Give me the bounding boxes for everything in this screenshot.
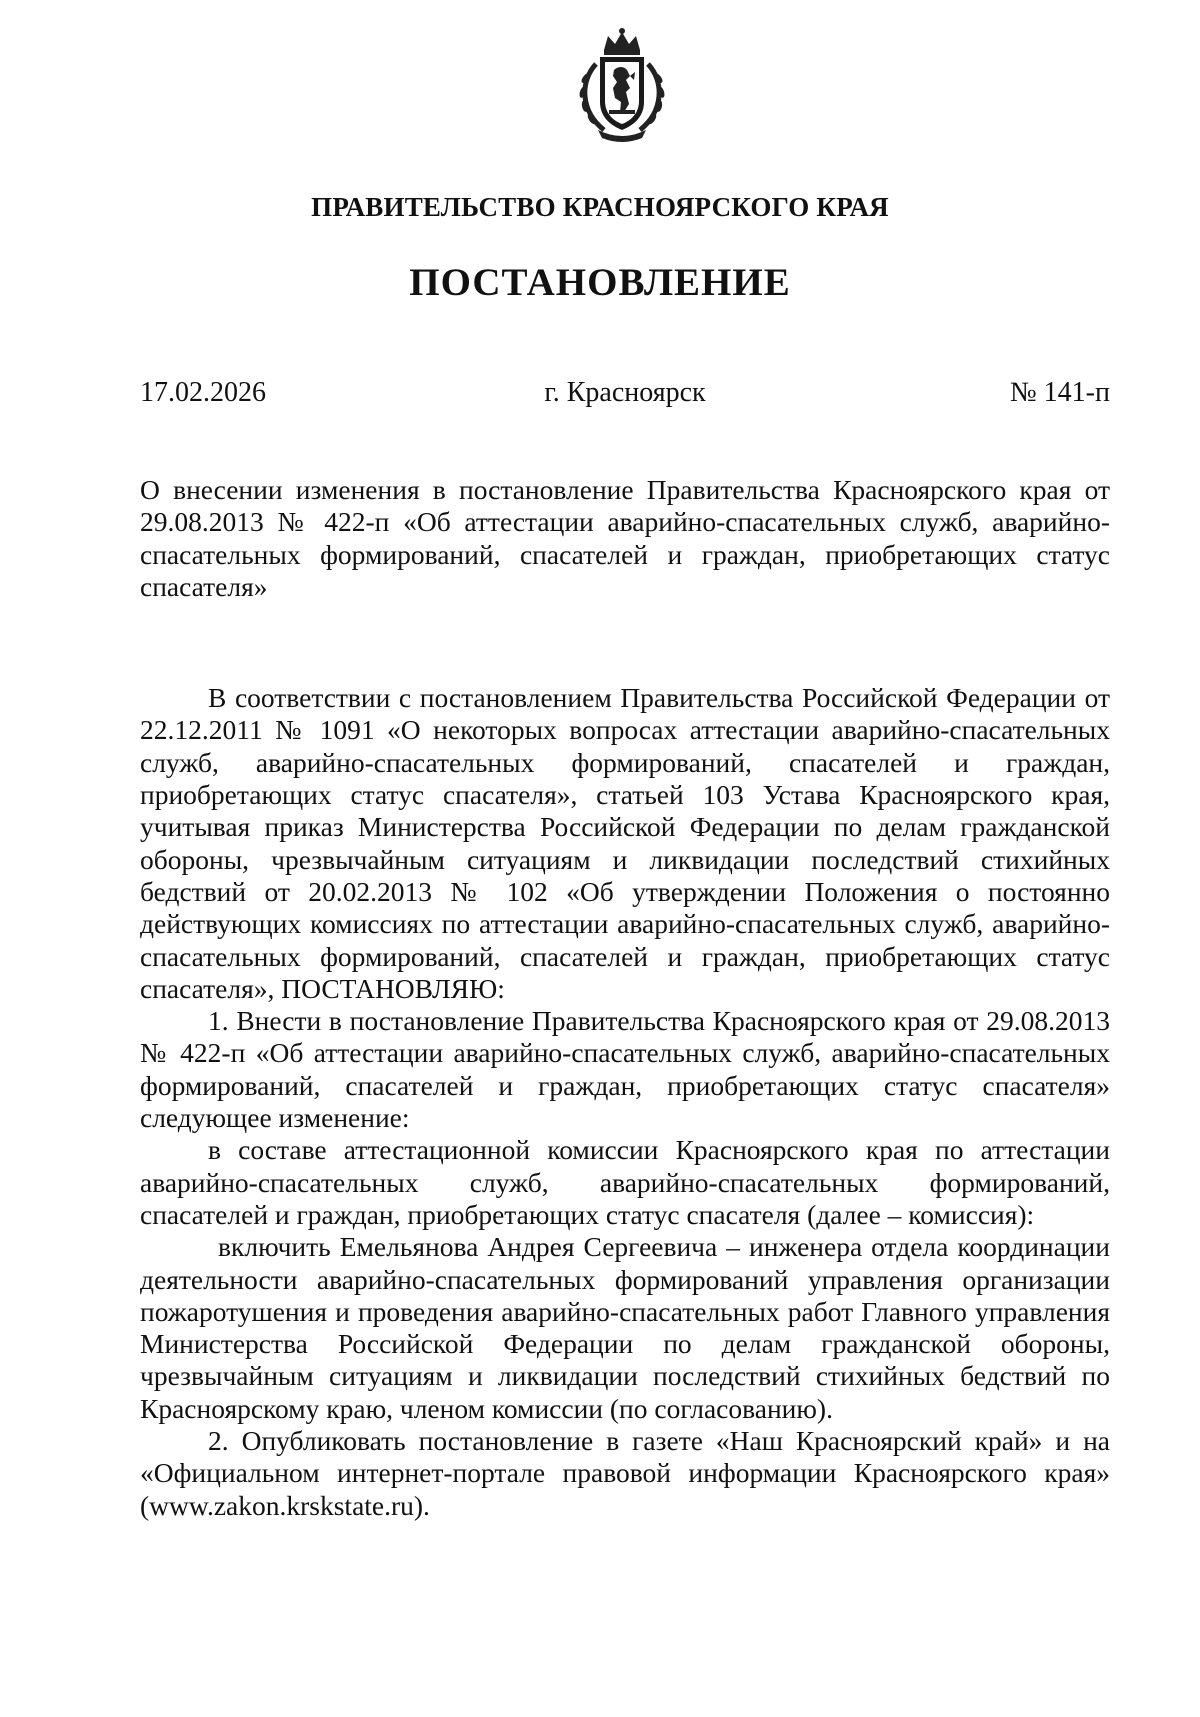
include-member-paragraph: включить Емельянова Андрея Сергеевича – инженера отдела координации деятельности аварийно-спасательных формирований управления организации пожаротушения и проведения аварийно-спасательных работ Главного управления Министерства Российской Федерации по делам гражданской обороны, чрезвычайным ситуациям и ликвидации последствий стихийных бедствий по Красноярскому краю, членом комиссии (по согласованию). — [140, 1231, 1110, 1424]
document-meta-row — [140, 377, 1110, 417]
document-date: 17.02.2026 — [140, 377, 266, 408]
document-number: № 141-п — [1009, 377, 1110, 408]
document-body — [140, 474, 1110, 1522]
clause-2-paragraph: 2. Опубликовать постановление в газете «Наш Красноярский край» и на «Официальном интернет-портале правовой информации Красноярского края» (www.zakon.krskstate.ru). — [140, 1425, 1110, 1521]
krasnoyarsk-coat-of-arms-icon — [574, 26, 670, 144]
commission-paragraph: в составе аттестационной комиссии Красноярского края по аттестации аварийно-спасательных служб, аварийно-спасательных формирований, спасателей и граждан, приобретающих статус спасателя (далее – комиссия): — [140, 1134, 1110, 1230]
document-type-heading: ПОСТАНОВЛЕНИЕ — [409, 261, 791, 304]
document-city: г. Красноярск — [544, 377, 706, 408]
organization-title: ПРАВИТЕЛЬСТВО КРАСНОЯРСКОГО КРАЯ — [311, 192, 889, 222]
clause-1-paragraph: 1. Внести в постановление Правительства Красноярского края от 29.08.2013 № 422-п «Об аттестации аварийно-спасательных служб, аварийно-спасательных формирований, спасателей и граждан, приобретающих статус спасателя» следующее изменение: — [140, 1005, 1110, 1134]
preamble-paragraph: В соответствии с постановлением Правительства Российской Федерации от 22.12.2011 № 1091 «О некоторых вопросах аттестации аварийно-спасательных служб, аварийно-спасательных формирований, спасателей и граждан, приобретающих статус спасателя», статьей 103 Устава Красноярского края, учитывая приказ Министерства Российской Федерации по делам гражданской обороны, чрезвычайным ситуациям и ликвидации последствий стихийных бедствий от 20.02.2013 № 102 «Об утверждении Положения о постоянно действующих комиссиях по аттестации аварийно-спасательных служб, аварийно-спасательных формирований, спасателей и граждан, приобретающих статус спасателя», ПОСТАНОВЛЯЮ: — [140, 682, 1110, 1004]
document-subject: О внесении изменения в постановление Правительства Красноярского края от 29.08.2013 № 422-п «Об аттестации аварийно-спасательных служб, аварийно-спасательных формирований, спасателей и граждан, приобретающих статус спасателя» — [140, 474, 1110, 602]
